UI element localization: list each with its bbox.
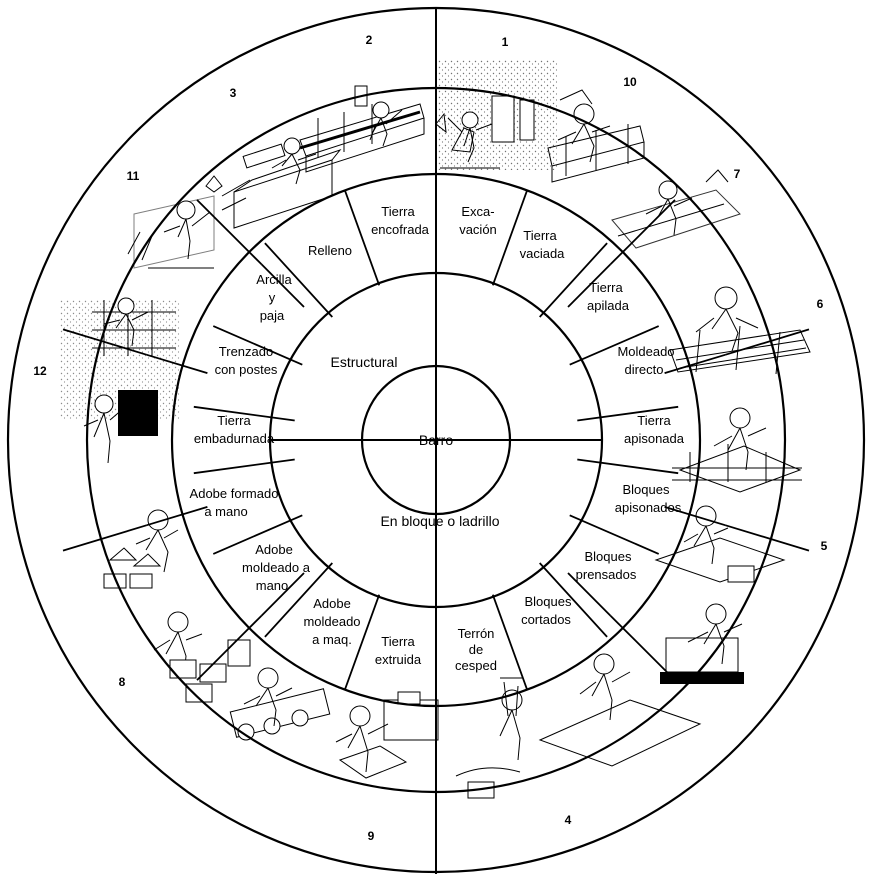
- middle-label-relleno: [308, 243, 352, 258]
- number-1: 1: [501, 35, 509, 49]
- scene-arcilla-paja: [128, 176, 222, 268]
- svg-text:a mano: a mano: [204, 504, 248, 519]
- svg-text:Arcilla: Arcilla: [256, 272, 292, 287]
- svg-text:Terrón: Terrón: [457, 626, 495, 641]
- svg-text:Tierra: Tierra: [381, 634, 415, 649]
- svg-text:moldeado a: moldeado a: [242, 560, 310, 575]
- middle-label-adobe-maq: [303, 596, 360, 647]
- scene-tierra-vaciada: [548, 90, 644, 182]
- svg-text:Adobe formado: Adobe formado: [189, 486, 279, 501]
- svg-text:y: y: [268, 290, 276, 305]
- svg-text:de: de: [468, 642, 484, 657]
- number-7: 7: [733, 167, 741, 181]
- svg-text:Tierra: Tierra: [523, 228, 557, 243]
- svg-text:Moldeado: Moldeado: [617, 344, 675, 359]
- svg-text:Adobe: Adobe: [313, 596, 351, 611]
- svg-text:extruida: extruida: [374, 652, 422, 667]
- middle-label-adobe-mano: [242, 542, 311, 593]
- inner-ring-label-estructural: Estructural: [330, 354, 398, 370]
- svg-text:Tierra: Tierra: [217, 413, 251, 428]
- svg-text:cesped: cesped: [455, 658, 497, 673]
- svg-text:apisonados: apisonados: [614, 500, 682, 515]
- svg-text:cortados: cortados: [521, 612, 571, 627]
- number-11: 11: [126, 169, 140, 183]
- svg-text:Adobe: Adobe: [255, 542, 293, 557]
- svg-text:encofrada: encofrada: [371, 222, 429, 237]
- center-label: Barro: [418, 432, 454, 448]
- middle-label-tierra-apisonada: [624, 413, 685, 446]
- svg-text:vaciada: vaciada: [519, 246, 565, 261]
- number-8: 8: [118, 675, 126, 689]
- svg-text:Tierra: Tierra: [381, 204, 415, 219]
- svg-text:Trenzado: Trenzado: [218, 344, 274, 359]
- svg-text:Exca-: Exca-: [461, 204, 495, 219]
- number-12: 12: [33, 364, 47, 378]
- middle-label-bloques-apisonados: [615, 482, 682, 515]
- middle-label-adobe-formado: [190, 486, 279, 519]
- svg-text:directo: directo: [624, 362, 664, 377]
- middle-label-trenzado-postes: [215, 344, 278, 377]
- svg-text:a maq.: a maq.: [312, 632, 352, 647]
- middle-label-bloques-cortados: [521, 594, 572, 627]
- svg-text:prensados: prensados: [575, 567, 637, 582]
- svg-text:mano: mano: [255, 578, 289, 593]
- svg-text:paja: paja: [259, 308, 285, 323]
- middle-label-arcilla-paja: [256, 272, 292, 323]
- svg-text:embadurnada: embadurnada: [193, 431, 275, 446]
- svg-text:apisonada: apisonada: [624, 431, 684, 446]
- scene-moldeado-directo: [670, 287, 810, 374]
- middle-label-tierra-apilada: [587, 280, 630, 313]
- number-4: 4: [564, 813, 572, 827]
- scene-excavacion: [436, 60, 557, 170]
- svg-text:Bloques: Bloques: [622, 482, 670, 497]
- svg-text:moldeado: moldeado: [303, 614, 361, 629]
- svg-text:Tierra: Tierra: [637, 413, 671, 428]
- number-3: 3: [229, 86, 237, 100]
- number-6: 6: [816, 297, 824, 311]
- middle-label-tierra-encofrada: [371, 204, 430, 237]
- svg-text:Bloques: Bloques: [524, 594, 572, 609]
- scene-adobe-a-mano: [104, 510, 250, 702]
- svg-text:apilada: apilada: [587, 298, 629, 313]
- middle-label-tierra-extruida: [375, 634, 422, 667]
- svg-text:Bloques: Bloques: [584, 549, 632, 564]
- scene-muro-bloques: [222, 138, 340, 228]
- number-9: 9: [367, 829, 375, 843]
- middle-label-excavacion: [459, 204, 497, 237]
- scene-tierra-encofrada: [300, 86, 424, 172]
- number-2: 2: [365, 33, 373, 47]
- svg-text:vación: vación: [459, 222, 497, 237]
- middle-label-bloques-prensados: [576, 549, 637, 582]
- number-10: 10: [623, 75, 637, 89]
- inner-ring-label-bloque: En bloque o ladrillo: [380, 513, 500, 529]
- svg-text:Tierra: Tierra: [589, 280, 623, 295]
- middle-label-tierra-embadurnada: [194, 413, 275, 446]
- scene-tierra-embadurnada: [60, 298, 180, 463]
- number-5: 5: [820, 539, 828, 553]
- middle-label-tierra-vaciada: [520, 228, 566, 261]
- svg-text:Relleno: Relleno: [307, 243, 353, 258]
- svg-text:con postes: con postes: [214, 362, 278, 377]
- middle-label-terron-cesped: [455, 626, 497, 673]
